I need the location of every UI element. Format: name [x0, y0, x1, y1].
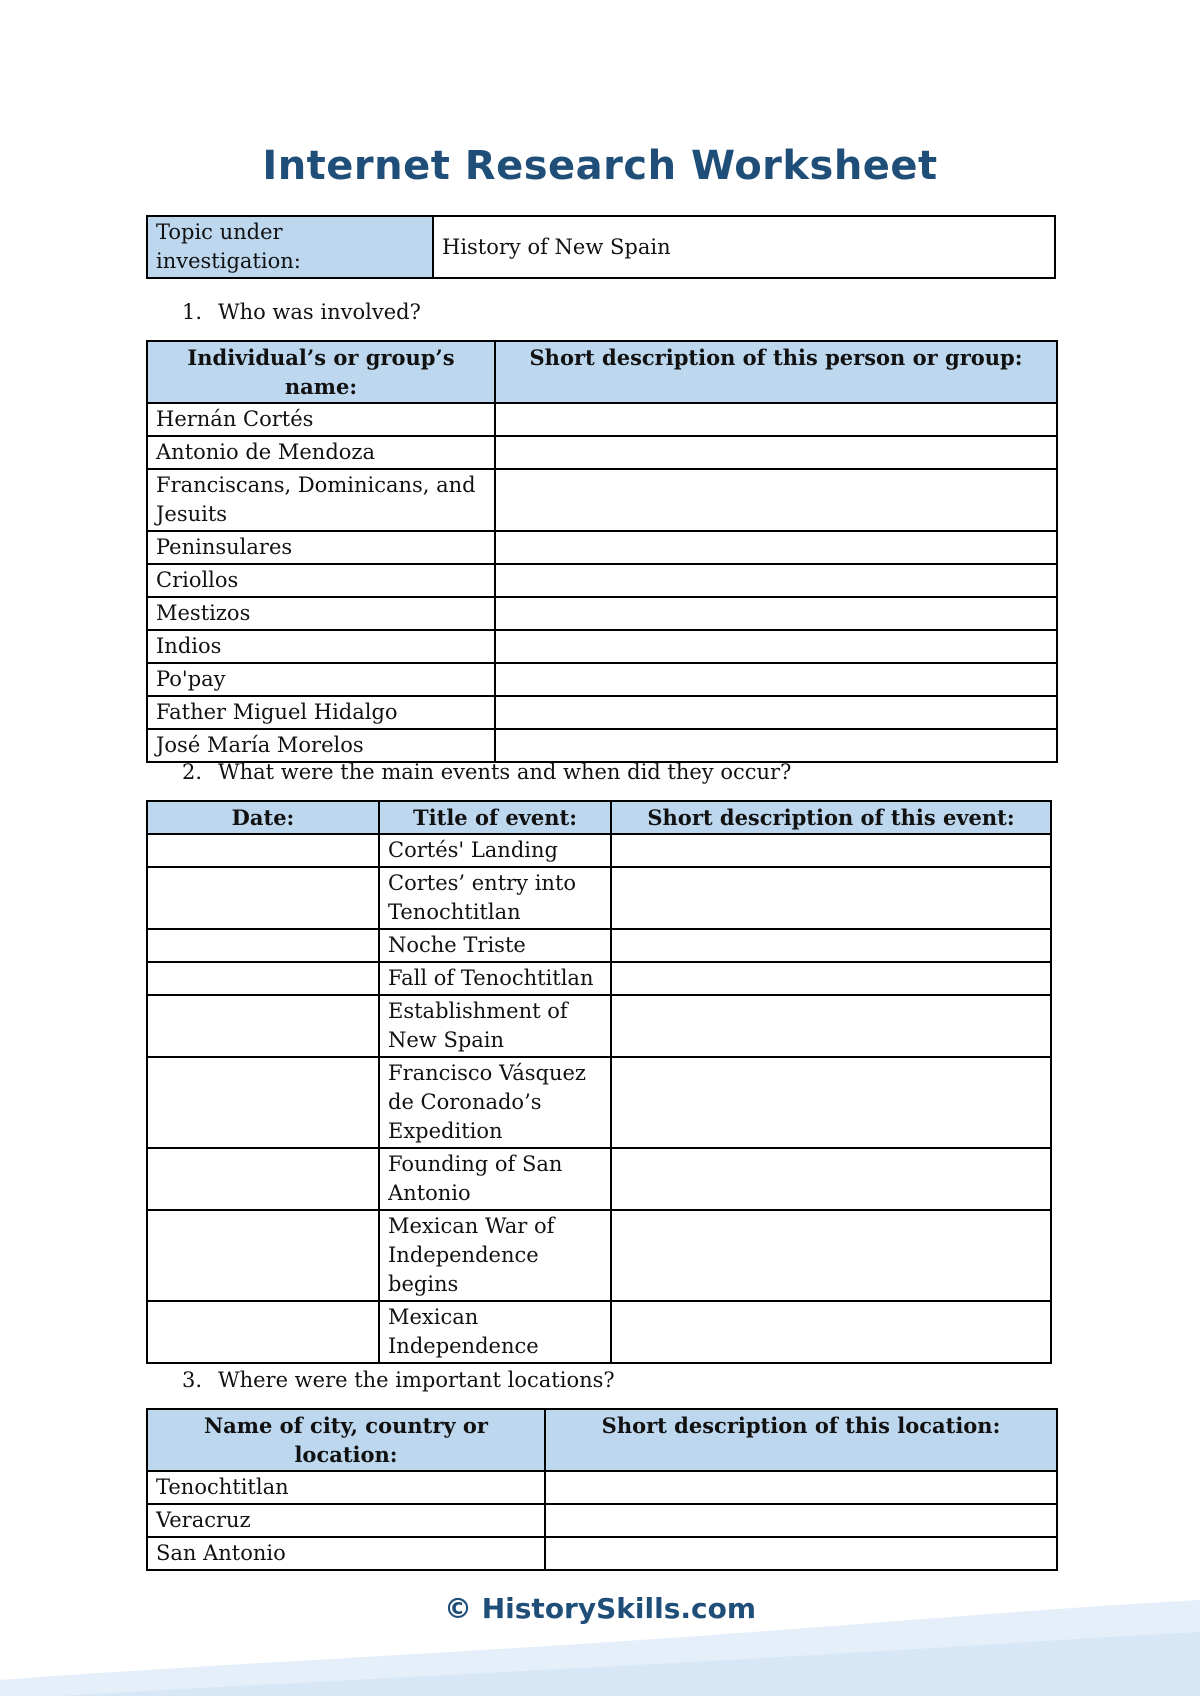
topic-value[interactable]: History of New Spain [433, 216, 1055, 278]
table-row [147, 929, 1051, 962]
question-3-text: Where were the important locations? [218, 1368, 615, 1392]
description-cell[interactable] [495, 436, 1057, 469]
description-cell[interactable] [495, 469, 1057, 531]
table-row [147, 696, 1057, 729]
table-header-row [147, 341, 1057, 403]
person-name: Antonio de Mendoza [147, 436, 495, 469]
description-cell[interactable] [495, 403, 1057, 436]
table-row [147, 630, 1057, 663]
person-name: Indios [147, 630, 495, 663]
table-row [147, 834, 1051, 867]
table-row [147, 564, 1057, 597]
description-cell[interactable] [611, 834, 1051, 867]
table-row [147, 469, 1057, 531]
question-1-text: Who was involved? [218, 300, 421, 324]
location-name: Tenochtitlan [147, 1471, 545, 1504]
description-cell[interactable] [495, 564, 1057, 597]
table-row [147, 663, 1057, 696]
description-cell[interactable] [611, 929, 1051, 962]
question-3-number: 3. [182, 1368, 203, 1392]
table-row [147, 1537, 1057, 1570]
people-table [146, 340, 1058, 763]
question-1 [182, 300, 421, 324]
locations-table [146, 1408, 1058, 1571]
column-header: Name of city, country or location: [147, 1409, 545, 1471]
person-name: Peninsulares [147, 531, 495, 564]
description-cell[interactable] [495, 597, 1057, 630]
table-row [147, 1301, 1051, 1363]
person-name: Hernán Cortés [147, 403, 495, 436]
question-2-text: What were the main events and when did they occur? [218, 760, 792, 784]
person-name: Mestizos [147, 597, 495, 630]
description-cell[interactable] [611, 1148, 1051, 1210]
description-cell[interactable] [611, 867, 1051, 929]
description-cell[interactable] [495, 531, 1057, 564]
date-cell[interactable] [147, 834, 379, 867]
table-row [147, 1504, 1057, 1537]
description-cell[interactable] [495, 696, 1057, 729]
description-cell[interactable] [495, 729, 1057, 762]
person-name: Criollos [147, 564, 495, 597]
table-row [147, 403, 1057, 436]
person-name: Franciscans, Dominicans, and Jesuits [147, 469, 495, 531]
column-header: Date: [147, 801, 379, 834]
topic-label: Topic under investigation: [147, 216, 433, 278]
description-cell[interactable] [611, 1057, 1051, 1148]
table-header-row [147, 1409, 1057, 1471]
description-cell[interactable] [611, 1301, 1051, 1363]
page-title: Internet Research Worksheet [262, 143, 938, 189]
table-row [147, 597, 1057, 630]
event-title: Noche Triste [379, 929, 611, 962]
event-title: Cortes’ entry into Tenochtitlan [379, 867, 611, 929]
event-title: Cortés' Landing [379, 834, 611, 867]
location-name: Veracruz [147, 1504, 545, 1537]
date-cell[interactable] [147, 962, 379, 995]
column-header: Individual’s or group’s name: [147, 341, 495, 403]
description-cell[interactable] [545, 1504, 1057, 1537]
table-row [147, 436, 1057, 469]
table-header-row [147, 801, 1051, 834]
date-cell[interactable] [147, 1210, 379, 1301]
footer-wave-decoration [0, 1570, 1200, 1696]
table-row [147, 1148, 1051, 1210]
event-title: Mexican War of Independence begins [379, 1210, 611, 1301]
question-1-number: 1. [182, 300, 203, 324]
description-cell[interactable] [495, 630, 1057, 663]
footer-copyright[interactable]: © HistorySkills.com [443, 1592, 757, 1625]
date-cell[interactable] [147, 1148, 379, 1210]
column-header: Short description of this location: [545, 1409, 1057, 1471]
table-row [147, 1210, 1051, 1301]
event-title: Establishment of New Spain [379, 995, 611, 1057]
table-row [147, 1057, 1051, 1148]
column-header: Short description of this person or group: [495, 341, 1057, 403]
description-cell[interactable] [495, 663, 1057, 696]
column-header: Title of event: [379, 801, 611, 834]
topic-table [146, 215, 1056, 279]
table-row [147, 867, 1051, 929]
date-cell[interactable] [147, 1057, 379, 1148]
question-3 [182, 1368, 615, 1392]
table-row [147, 962, 1051, 995]
events-table [146, 800, 1052, 1364]
description-cell[interactable] [611, 995, 1051, 1057]
table-row [147, 729, 1057, 762]
event-title: Francisco Vásquez de Coronado’s Expedition [379, 1057, 611, 1148]
table-row [147, 531, 1057, 564]
date-cell[interactable] [147, 1301, 379, 1363]
description-cell[interactable] [545, 1537, 1057, 1570]
event-title: Fall of Tenochtitlan [379, 962, 611, 995]
question-2-number: 2. [182, 760, 203, 784]
event-title: Mexican Independence [379, 1301, 611, 1363]
location-name: San Antonio [147, 1537, 545, 1570]
event-title: Founding of San Antonio [379, 1148, 611, 1210]
description-cell[interactable] [545, 1471, 1057, 1504]
date-cell[interactable] [147, 929, 379, 962]
question-2 [182, 760, 791, 784]
person-name: José María Morelos [147, 729, 495, 762]
date-cell[interactable] [147, 867, 379, 929]
person-name: Po'pay [147, 663, 495, 696]
description-cell[interactable] [611, 1210, 1051, 1301]
table-row [147, 995, 1051, 1057]
person-name: Father Miguel Hidalgo [147, 696, 495, 729]
date-cell[interactable] [147, 995, 379, 1057]
table-row [147, 1471, 1057, 1504]
description-cell[interactable] [611, 962, 1051, 995]
column-header: Short description of this event: [611, 801, 1051, 834]
